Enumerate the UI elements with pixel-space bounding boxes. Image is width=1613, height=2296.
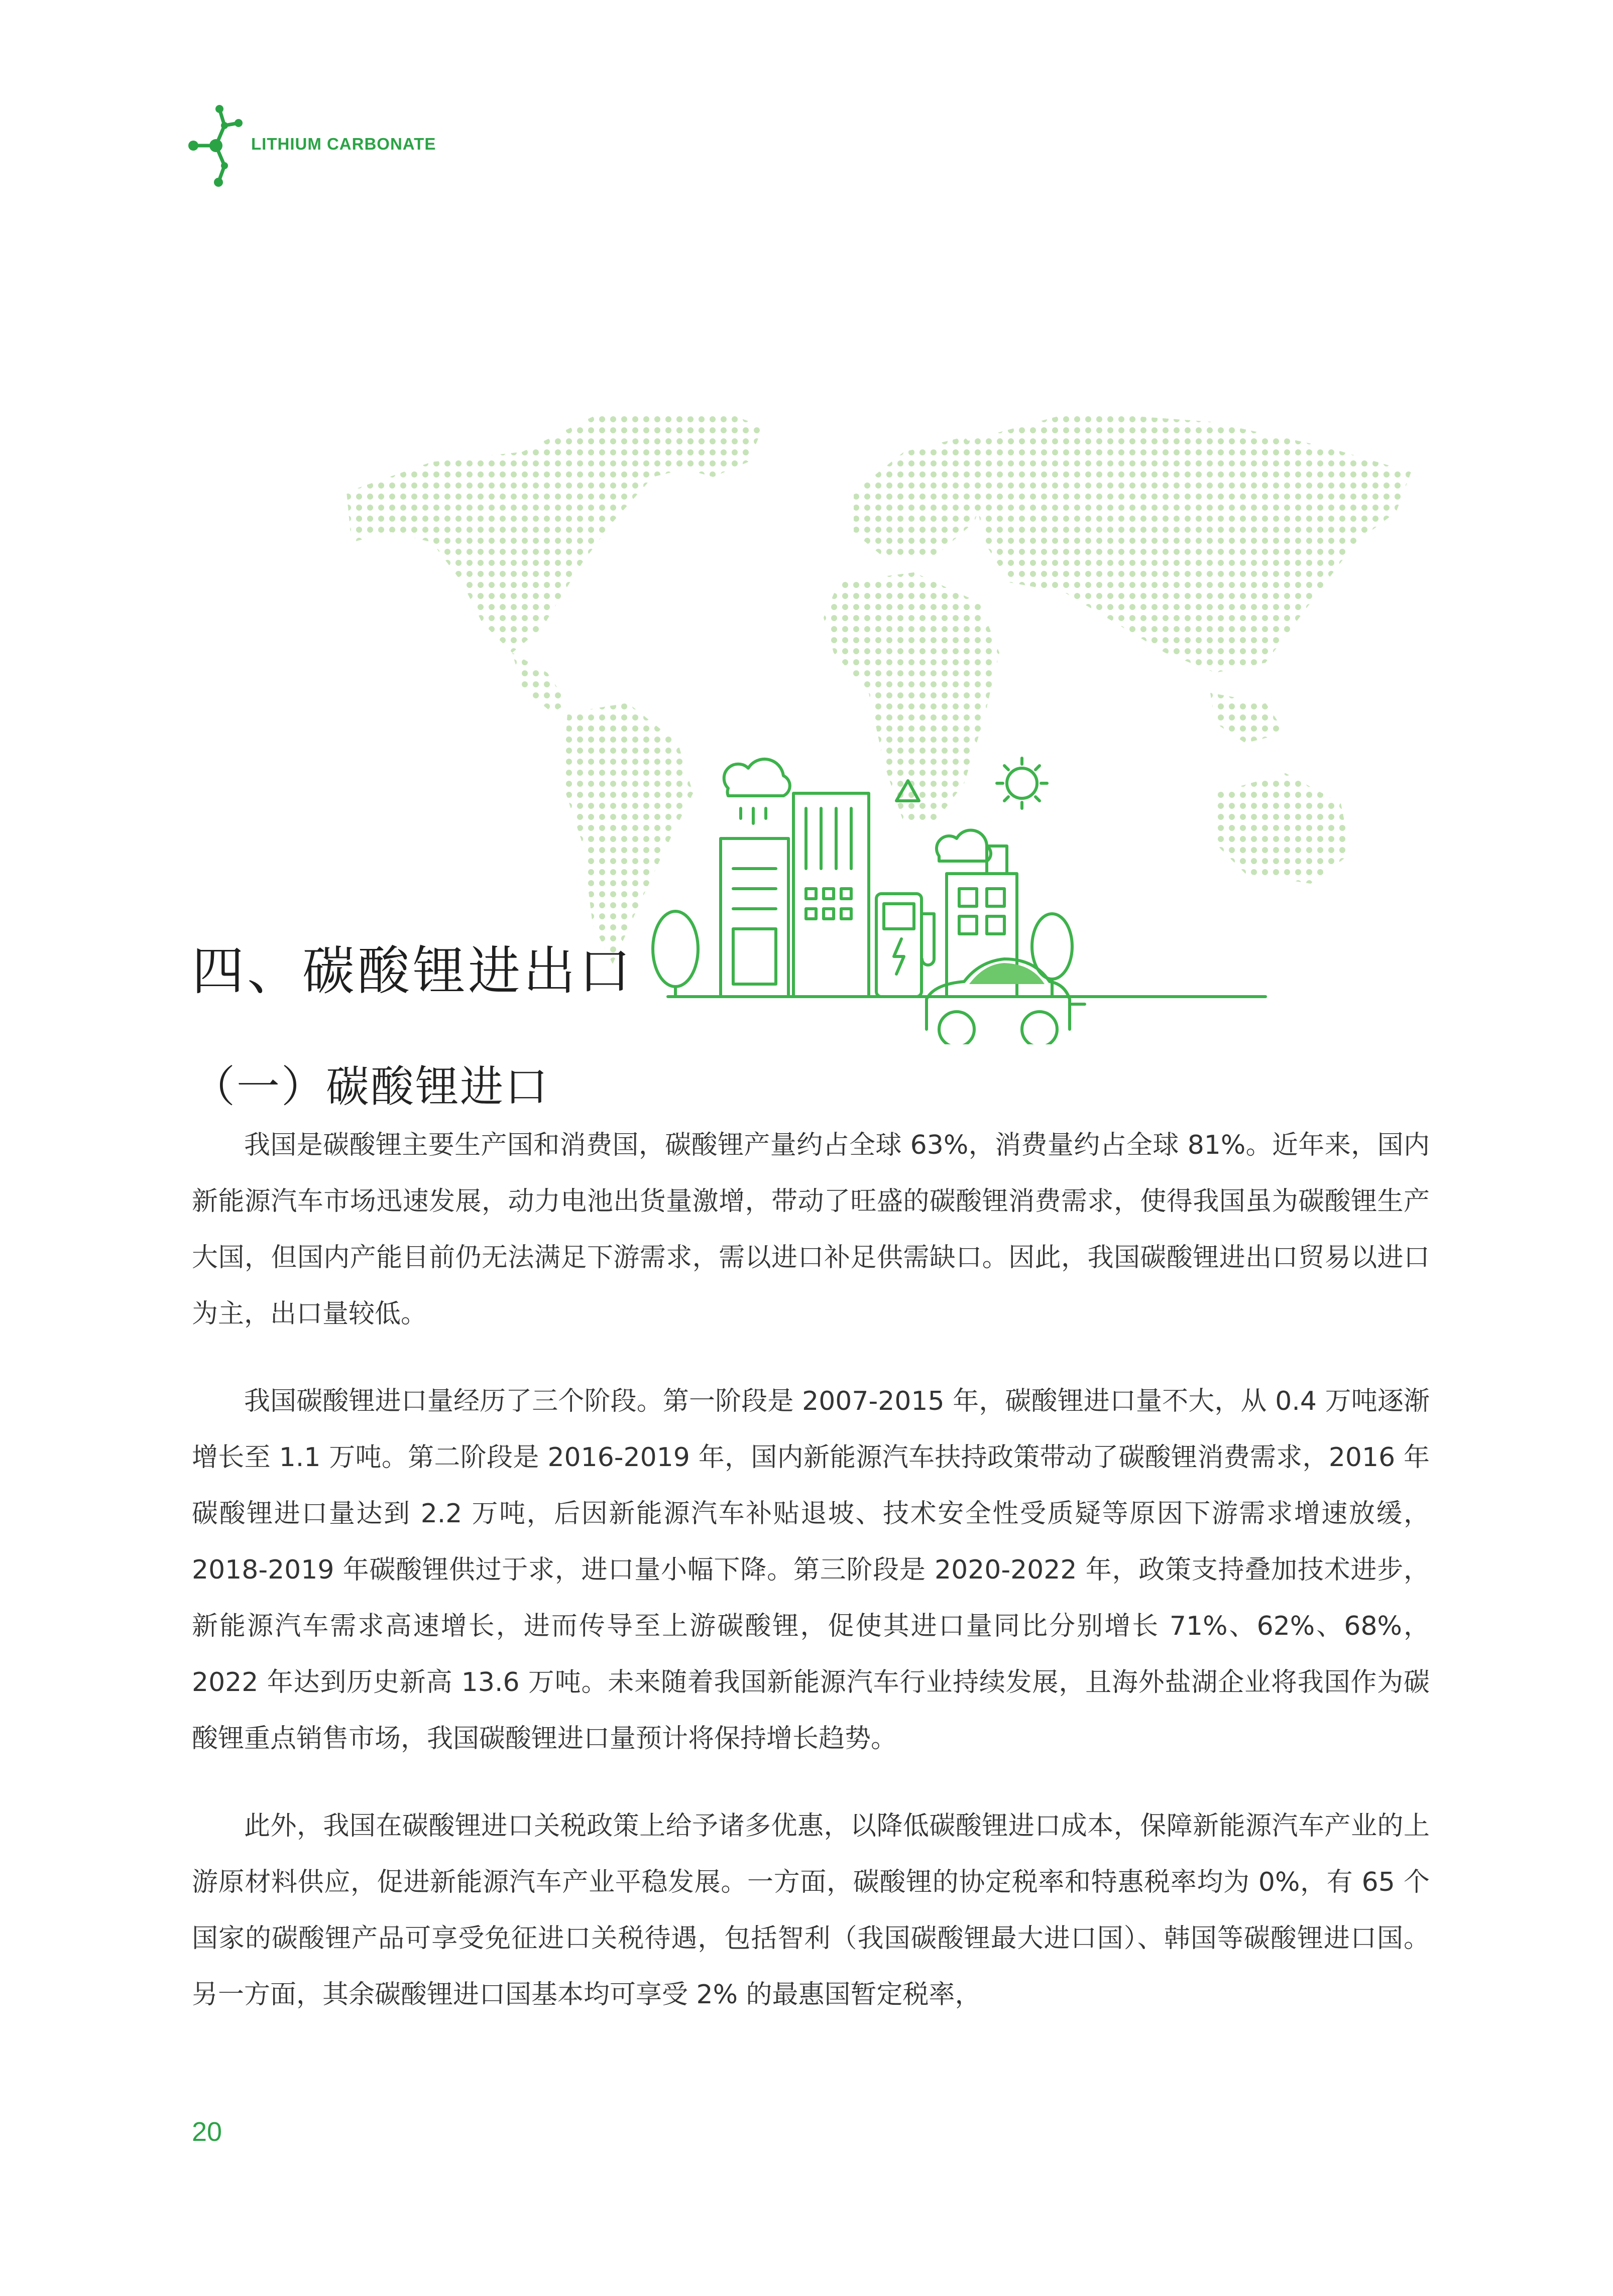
chapter-title: 四、碳酸锂进出口: [192, 940, 634, 1002]
molecule-icon: [188, 103, 244, 188]
building-icon: [793, 793, 869, 997]
brand-name: LITHIUM CARBONATE: [251, 135, 436, 153]
world-map-dots: [347, 412, 1411, 964]
paragraph: 此外，我国在碳酸锂进口关税政策上给予诸多优惠，以降低碳酸锂进口成本，保障新能源汽车产业的上游原材料供应，促进新能源汽车产业平稳发展。一方面，碳酸锂的协定税率和特惠税率均为 0%，有 65 个国家的碳酸锂产品可享受免征进口关税待遇，包括智利（我国碳酸锂最大进口国）、韩国等碳酸锂进口国。另一方面，其余碳酸锂进口国基本均可享受 2% 的最惠国暂定税率，: [192, 1811, 1430, 2010]
building-icon: [721, 838, 788, 997]
sun-icon: [997, 758, 1047, 808]
tree-icon: [1032, 914, 1072, 997]
cloud-icon: [937, 830, 991, 861]
city-illustration: [653, 758, 1265, 1044]
charging-station-icon: [876, 894, 934, 997]
cloud-rain-icon: [724, 759, 790, 823]
paragraph: 我国是碳酸锂主要生产国和消费国，碳酸锂产量约占全球 63%，消费量约占全球 81%。近年来，国内新能源汽车市场迅速发展，动力电池出货量激增，带动了旺盛的碳酸锂消费需求，使得我国虽为碳酸锂生产大国，但国内产能目前仍无法满足下游需求，需以进口补足供需缺口。因此，我国碳酸锂进出口贸易以进口为主，出口量较低。: [192, 1130, 1430, 1329]
paragraph: 我国碳酸锂进口量经历了三个阶段。第一阶段是 2007-2015 年，碳酸锂进口量不大，从 0.4 万吨逐渐增长至 1.1 万吨。第二阶段是 2016-2019 年，国内新能源汽车扶持政策带动了碳酸锂消费需求，2016 年碳酸锂进口量达到 2.2 万吨，后因新能源汽车补贴退坡、技术安全性受质疑等原因下游需求增速放缓，2018-2019 年碳酸锂供过于求，进口量小幅下降。第三阶段是 2020-2022 年，政策支持叠加技术进步，新能源汽车需求高速增长，进而传导至上游碳酸锂，促使其进口量同比分别增长 71%、62%、68%，2022 年达到历史新高 13.6 万吨。未来随着我国新能源汽车行业持续发展，且海外盐湖企业将我国作为碳酸锂重点销售市场，我国碳酸锂进口量预计将保持增长趋势。: [192, 1386, 1430, 1754]
page-number: 20: [192, 2117, 222, 2147]
tree-icon: [653, 911, 698, 997]
section-title: （一）碳酸锂进口: [192, 1062, 549, 1112]
body-text: [192, 1117, 1430, 2054]
